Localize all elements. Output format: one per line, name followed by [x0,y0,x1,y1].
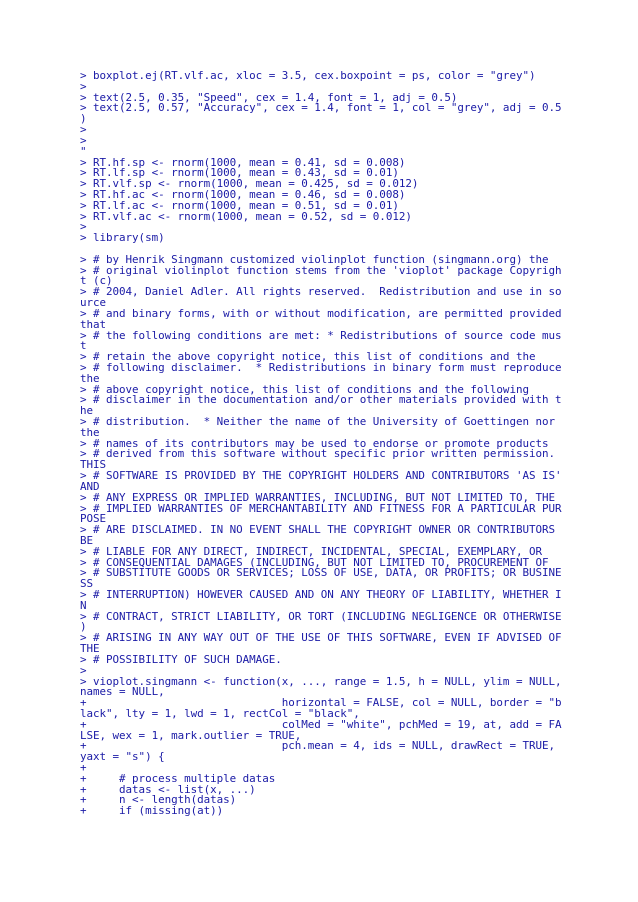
console-line: > # and binary forms, with or without modification, are permitted provided [80,306,562,320]
console-line: + horizontal = FALSE, col = NULL, border = "b [80,696,562,710]
console-line: + # process multiple datas [80,771,276,785]
console-line: > library(sm) [80,231,165,245]
console-line: N [80,598,87,612]
console-line: " [80,144,87,158]
console-line: > # SUBSTITUTE GOODS OR SERVICES; LOSS OF USE, DATA, OR PROFITS; OR BUSINE [80,566,562,580]
console-line: > # CONSEQUENTIAL DAMAGES (INCLUDING, BUT NOT LIMITED TO, PROCUREMENT OF [80,555,549,569]
console-line: POSE [80,512,107,526]
console-line: > # the following conditions are met: * Redistributions of source code mus [80,328,562,342]
console-line: ) [80,620,87,634]
console-line: > # LIABLE FOR ANY DIRECT, INDIRECT, INCIDENTAL, SPECIAL, EXEMPLARY, OR [80,544,542,558]
console-line: > # original violinplot function stems from the 'vioplot' package Copyrigh [80,263,562,277]
console-line: > # retain the above copyright notice, this list of conditions and the [80,350,536,364]
console-line: t (c) [80,274,113,288]
console-line: > # POSSIBILITY OF SUCH DAMAGE. [80,652,282,666]
console-line: LSE, wex = 1, mark.outlier = TRUE, [80,728,302,742]
console-line: > RT.lf.sp <- rnorm(1000, mean = 0.43, sd = 0.01) [80,166,399,180]
console-line: > RT.hf.sp <- rnorm(1000, mean = 0.41, sd = 0.008) [80,155,406,169]
console-line: AND [80,479,100,493]
console-line: > RT.vlf.ac <- rnorm(1000, mean = 0.52, sd = 0.012) [80,209,412,223]
console-line: lack", lty = 1, lwd = 1, rectCol = "black", [80,706,360,720]
console-line: the [80,425,100,439]
console-line: + colMed = "white", pchMed = 19, at, add = FA [80,717,562,731]
console-line: he [80,404,94,418]
console-line: > RT.lf.ac <- rnorm(1000, mean = 0.51, sd = 0.01) [80,198,399,212]
console-line: + if (missing(at)) [80,804,224,818]
console-line: > [80,79,87,93]
console-line: > [80,220,87,234]
console-line: > # IMPLIED WARRANTIES OF MERCHANTABILITY AND FITNESS FOR A PARTICULAR PUR [80,501,562,515]
console-line: urce [80,296,107,310]
console-line: THE [80,642,100,656]
console-line: > # SOFTWARE IS PROVIDED BY THE COPYRIGHT HOLDERS AND CONTRIBUTORS 'AS IS' [80,469,562,483]
console-line: > # ARE DISCLAIMED. IN NO EVENT SHALL THE COPYRIGHT OWNER OR CONTRIBUTORS [80,523,555,537]
console-line: > # derived from this software without specific prior written permission. [80,447,555,461]
console-line: + n <- length(datas) [80,793,237,807]
console-line: > boxplot.ej(RT.vlf.ac, xloc = 3.5, cex.boxpoint = ps, color = "grey") [80,69,536,82]
console-line: + datas <- list(x, ...) [80,782,256,796]
console-line: the [80,371,100,385]
console-line: > # disclaimer in the documentation and/or other materials provided with t [80,393,562,407]
console-line: that [80,317,107,331]
console-line: yaxt = "s") { [80,750,165,764]
console-line: > # distribution. * Neither the name of the University of Goettingen nor [80,415,555,428]
console-line: > # names of its contributors may be used to endorse or promote products [80,436,549,450]
console-line: > # ARISING IN ANY WAY OUT OF THE USE OF THIS SOFTWARE, EVEN IF ADVISED OF [80,631,562,645]
console-line: > text(2.5, 0.35, "Speed", cex = 1.4, font = 1, adj = 0.5) [80,90,458,104]
console-line: > text(2.5, 0.57, "Accuracy", cex = 1.4, font = 1, col = "grey", adj = 0.5 [80,101,562,115]
console-line: > [80,133,87,147]
console-line: BE [80,533,94,547]
console-line: t [80,339,87,353]
console-line: SS [80,577,94,591]
console-line: > RT.hf.ac <- rnorm(1000, mean = 0.46, sd = 0.008) [80,187,406,201]
console-line: > # above copyright notice, this list of conditions and the following [80,382,529,396]
console-line: names = NULL, [80,685,165,699]
console-line: ) [80,112,87,126]
console-line: > RT.vlf.sp <- rnorm(1000, mean = 0.425, sd = 0.012) [80,177,419,191]
console-line: > # CONTRACT, STRICT LIABILITY, OR TORT (INCLUDING NEGLIGENCE OR OTHERWISE [80,609,562,623]
console-line: > [80,663,87,677]
console-line: > [80,123,87,137]
console-line: > vioplot.singmann <- function(x, ..., range = 1.5, h = NULL, ylim = NULL, [80,674,562,688]
console-line: > # by Henrik Singmann customized violinplot function (singmann.org) the [80,252,549,266]
console-line: > # following disclaimer. * Redistributions in binary form must reproduce [80,360,562,374]
console-line: > # ANY EXPRESS OR IMPLIED WARRANTIES, INCLUDING, BUT NOT LIMITED TO, THE [80,490,555,504]
console-line: THIS [80,458,107,472]
console-line: + pch.mean = 4, ids = NULL, drawRect = TRUE, [80,739,555,753]
r-console-transcript [80,71,562,817]
console-line: > # INTERRUPTION) HOWEVER CAUSED AND ON ANY THEORY OF LIABILITY, WHETHER I [80,588,562,601]
console-line: + [80,761,87,774]
console-line: > # 2004, Daniel Adler. All rights reserved. Redistribution and use in so [80,285,562,299]
